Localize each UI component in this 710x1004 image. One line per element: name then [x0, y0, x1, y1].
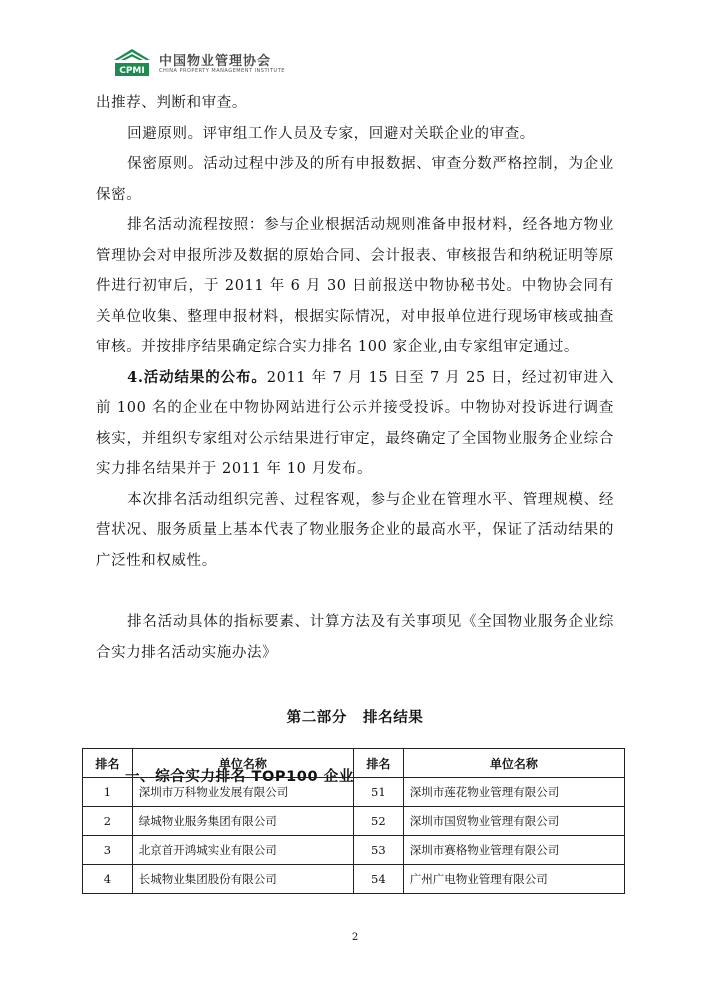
paragraph-1: 出推荐、判断和审查。 — [96, 95, 247, 111]
org-name-en: CHINA PROPERTY MANAGEMENT INSTITUTE — [159, 68, 285, 74]
rank-cell: 1 — [83, 778, 133, 807]
ranking-table — [82, 748, 625, 894]
table-row — [83, 778, 625, 807]
paragraph-7: 排名活动具体的指标要素、计算方法及有关事项见《全国物业服务企业综合实力排名活动实施办法》 — [96, 614, 614, 661]
name-header: 单位名称 — [403, 749, 624, 778]
rank-header: 排名 — [353, 749, 403, 778]
company-name-cell: 北京首开鸿城实业有限公司 — [132, 836, 353, 865]
cpmi-logo-icon — [112, 46, 152, 78]
rank-cell: 52 — [353, 807, 403, 836]
rank-cell: 3 — [83, 836, 133, 865]
rank-cell: 53 — [353, 836, 403, 865]
section-title — [96, 703, 614, 734]
section-part: 第二部分 — [286, 710, 347, 726]
rank-cell: 54 — [353, 865, 403, 894]
rank-header: 排名 — [83, 749, 133, 778]
company-name-cell: 广州广电物业管理有限公司 — [403, 865, 624, 894]
paragraph-5 — [96, 363, 614, 485]
page-header — [112, 46, 332, 80]
table-row — [83, 865, 625, 894]
table-row — [83, 836, 625, 865]
rank-cell: 51 — [353, 778, 403, 807]
paragraph-2: 回避原则。评审组工作人员及专家，回避对关联企业的审查。 — [127, 125, 535, 142]
paragraph-6: 本次排名活动组织完善、过程客观，参与企业在管理水平、管理规模、经营状况、服务质量上基本代表了物业服务企业的最高水平，保证了活动结果的广泛性和权威性。 — [96, 491, 614, 569]
paragraph-3: 保密原则。活动过程中涉及的所有申报数据、审查分数严格控制，为企业保密。 — [96, 156, 614, 203]
company-name-cell: 长城物业集团股份有限公司 — [132, 865, 353, 894]
name-header: 单位名称 — [132, 749, 353, 778]
company-name-cell: 绿城物业服务集团有限公司 — [132, 807, 353, 836]
org-name-cn: 中国物业管理协会 — [159, 54, 272, 69]
paragraph-5-heading: 4.活动结果的公布。 — [127, 368, 267, 386]
company-name-cell: 深圳市赛格物业管理有限公司 — [403, 836, 624, 865]
logo-abbr: CPMI — [119, 66, 145, 76]
company-name-cell: 深圳市万科物业发展有限公司 — [132, 778, 353, 807]
paragraph-5-text: 2011 年 7 月 15 日至 7 月 25 日，经过初审进入前 100 名的企业在中物协网站进行公示并接受投诉。中物协对投诉进行调查核实，并组织专家组对公示结果进行审定，最终确定了全国物业服务企业综合实力排名结果并于 2011 年 10 月发布。 — [96, 369, 615, 477]
section-title-text: 排名结果 — [363, 710, 424, 726]
table-header-row — [83, 749, 625, 778]
page-number: 2 — [351, 932, 359, 943]
table-row — [83, 807, 625, 836]
body-text — [96, 88, 614, 792]
paragraph-4: 排名活动流程按照：参与企业根据活动规则准备申报材料，经各地方物业管理协会对申报所涉及数据的原始合同、会计报表、审核报告和纳税证明等原件进行初审后，于 2011 年 6 月 30 日前报送中物协秘书处。中物协会同有关单位收集、整理申报材料，根据实际情况，对申报单位进行现场审核或抽查审核。并按排序结果确定综合实力排名 100 家企业,由专家组审定通过。 — [96, 217, 614, 355]
rank-cell: 2 — [83, 807, 133, 836]
subsection-title: 一、综合实力排名 TOP100 企业 — [125, 768, 355, 785]
rank-cell: 4 — [83, 865, 133, 894]
company-name-cell: 深圳市莲花物业管理有限公司 — [403, 778, 624, 807]
company-name-cell: 深圳市国贸物业管理有限公司 — [403, 807, 624, 836]
